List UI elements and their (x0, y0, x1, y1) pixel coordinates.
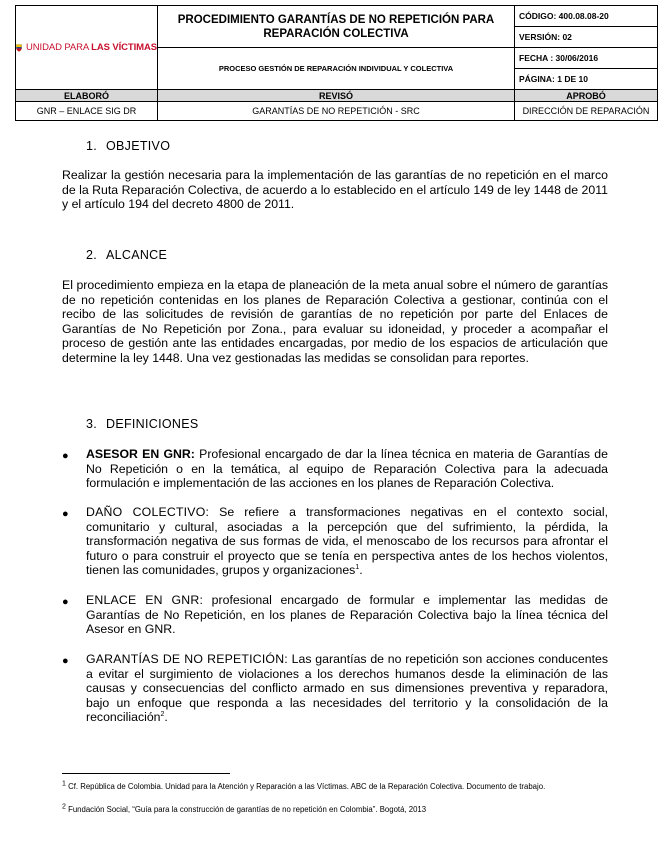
definition-term: ENLACE EN GNR: (86, 593, 204, 607)
footnote-1: $^1$ Cf. República de Colombia. Unidad para la Atención y Reparación a las Víctimas. ABC de la Reparación Colectiva. Documento de trabajo. (62, 780, 546, 791)
footnote-divider (62, 773, 230, 774)
definition-text: profesional encargado de formular e implementar las medidas de Garantías de No Repetición, en los planes de Reparación Colectiva bajo la línea técnica del Asesor en GNR. (86, 593, 608, 637)
bullet-icon: ● (62, 655, 69, 667)
unidad-victimas-logo (16, 39, 157, 57)
footnote-ref[interactable]: 2 (160, 711, 165, 719)
elaboro-value: GNR – ENLACE SIG DR (16, 102, 158, 121)
elaboro-header: ELABORÓ (16, 90, 158, 102)
document-title: PROCEDIMIENTO GARANTÍAS DE NO REPETICIÓN PARA REPARACIÓN COLECTIVA (158, 6, 515, 48)
objetivo-paragraph: Realizar la gestión necesaria para la implementación de las garantías de no repetición en el marco de la Ruta Reparación Colectiva, de acuerdo a lo establecido en el artículo 149 de ley 1448 de 2011 y el artículo 194 del decreto 4800 de 2011. (62, 168, 608, 212)
colombia-shield-icon (16, 39, 22, 57)
reviso-header: REVISÓ (158, 90, 515, 102)
logo-wordmark: UNIDAD PARA LAS VÍCTIMAS (26, 42, 157, 53)
footnote-ref[interactable]: 1 (355, 564, 360, 572)
alcance-paragraph: El procedimiento empieza en la etapa de planeación de la meta anual sobre el número de garantías de no repetición contenidas en los planes de Reparación Colectiva a gestionar, continúa con el recibo de las solicitudes de revisión de garantías de no repetición por parte del Enlaces de Garantías de No Repetición por Zona., para evaluar su idoneidad, y proceder a acompañar el proceso de gestión ante las entidades encargadas, por medio de los espacios de articulación que determine la ley 1448. Una vez gestionadas las medidas se consolidan para reportes. (62, 278, 608, 365)
definition-item (62, 447, 608, 491)
document-header (15, 5, 658, 121)
definition-text: Las garantías de no repetición son acciones conducentes a evitar el surgimiento de violaciones a los derechos humanos desde la eliminación de las causas y consecuencias del conflicto armado en sus dimensiones preventiva y reparadora, bajo un enfoque que responda a las necesidades del territorio y la consolidación de la reconciliación (86, 652, 609, 725)
document-version: VERSIÓN: 02 (515, 27, 658, 48)
document-date: FECHA : 30/06/2016 (515, 48, 658, 69)
footnote-2: $^2$ Fundación Social, “Guía para la construcción de garantías de no repetición en Colombia”. Bogotá, 2013 (62, 803, 427, 814)
definition-term: DAÑO COLECTIVO: (86, 505, 210, 519)
definition-term: ASESOR EN GNR: (86, 447, 195, 461)
section-heading-definiciones: 3. DEFINICIONES (86, 417, 199, 431)
logo-cell (16, 6, 158, 90)
bullet-icon: ● (62, 450, 69, 462)
bullet-icon: ● (62, 508, 69, 520)
definition-term: GARANTÍAS DE NO REPETICIÓN: (86, 652, 288, 666)
definition-text: Se refiere a transformaciones negativas en el contexto social, comunitario y cultural, asociadas a la percepción que del sufrimiento, la pérdida, la transformación negativa de sus formas de vida, el menoscabo de los recursos para afrontar el futuro o para construir el proyecto que se tenía en perspectiva antes de los hechos violentos, tienen las comunidades, grupos y organizaciones (86, 505, 608, 578)
section-heading-objetivo: 1. OBJETIVO (86, 139, 171, 153)
document-page: PÁGINA: 1 DE 10 (515, 69, 658, 90)
section-heading-alcance: 2. ALCANCE (86, 248, 168, 262)
bullet-icon: ● (62, 596, 69, 608)
document-code: CÓDIGO: 400.08.08-20 (515, 6, 658, 27)
reviso-value: GARANTÍAS DE NO REPETICIÓN - SRC (158, 102, 515, 121)
definition-item: ● DAÑO COLECTIVO: Se refiere a transformaciones negativas en el contexto social, comunitario y cultural, asociadas a la percepción que del sufrimiento, la pérdida, la transformación negativa de sus formas de vida, el menoscabo de los recursos para afrontar el futuro o para construir el proyecto que se tenía en perspectiva antes de los hechos violentos, tienen las comunidades, grupos y organizaciones$^1$. (62, 505, 608, 578)
definition-item (62, 593, 608, 637)
aprobo-header: APROBÓ (515, 90, 658, 102)
aprobo-value: DIRECCIÓN DE REPARACIÓN (515, 102, 658, 121)
definition-item: ● GARANTÍAS DE NO REPETICIÓN: Las garantías de no repetición son acciones conducentes a evitar el surgimiento de violaciones a los derechos humanos desde la eliminación de las causas y consecuencias del conflicto armado en sus dimensiones preventiva y reparadora, bajo un enfoque que responda a las necesidades del territorio y la consolidación de la reconciliación$^2$. (62, 652, 609, 725)
definition-text: Profesional encargado de dar la línea técnica en materia de Garantías de No Repetición o en la temática, al equipo de Reparación Colectiva para la adecuada formulación e implementación de las acciones en los planes de Reparación Colectiva. (86, 447, 608, 491)
process-name: PROCESO GESTIÓN DE REPARACIÓN INDIVIDUAL Y COLECTIVA (158, 48, 515, 90)
